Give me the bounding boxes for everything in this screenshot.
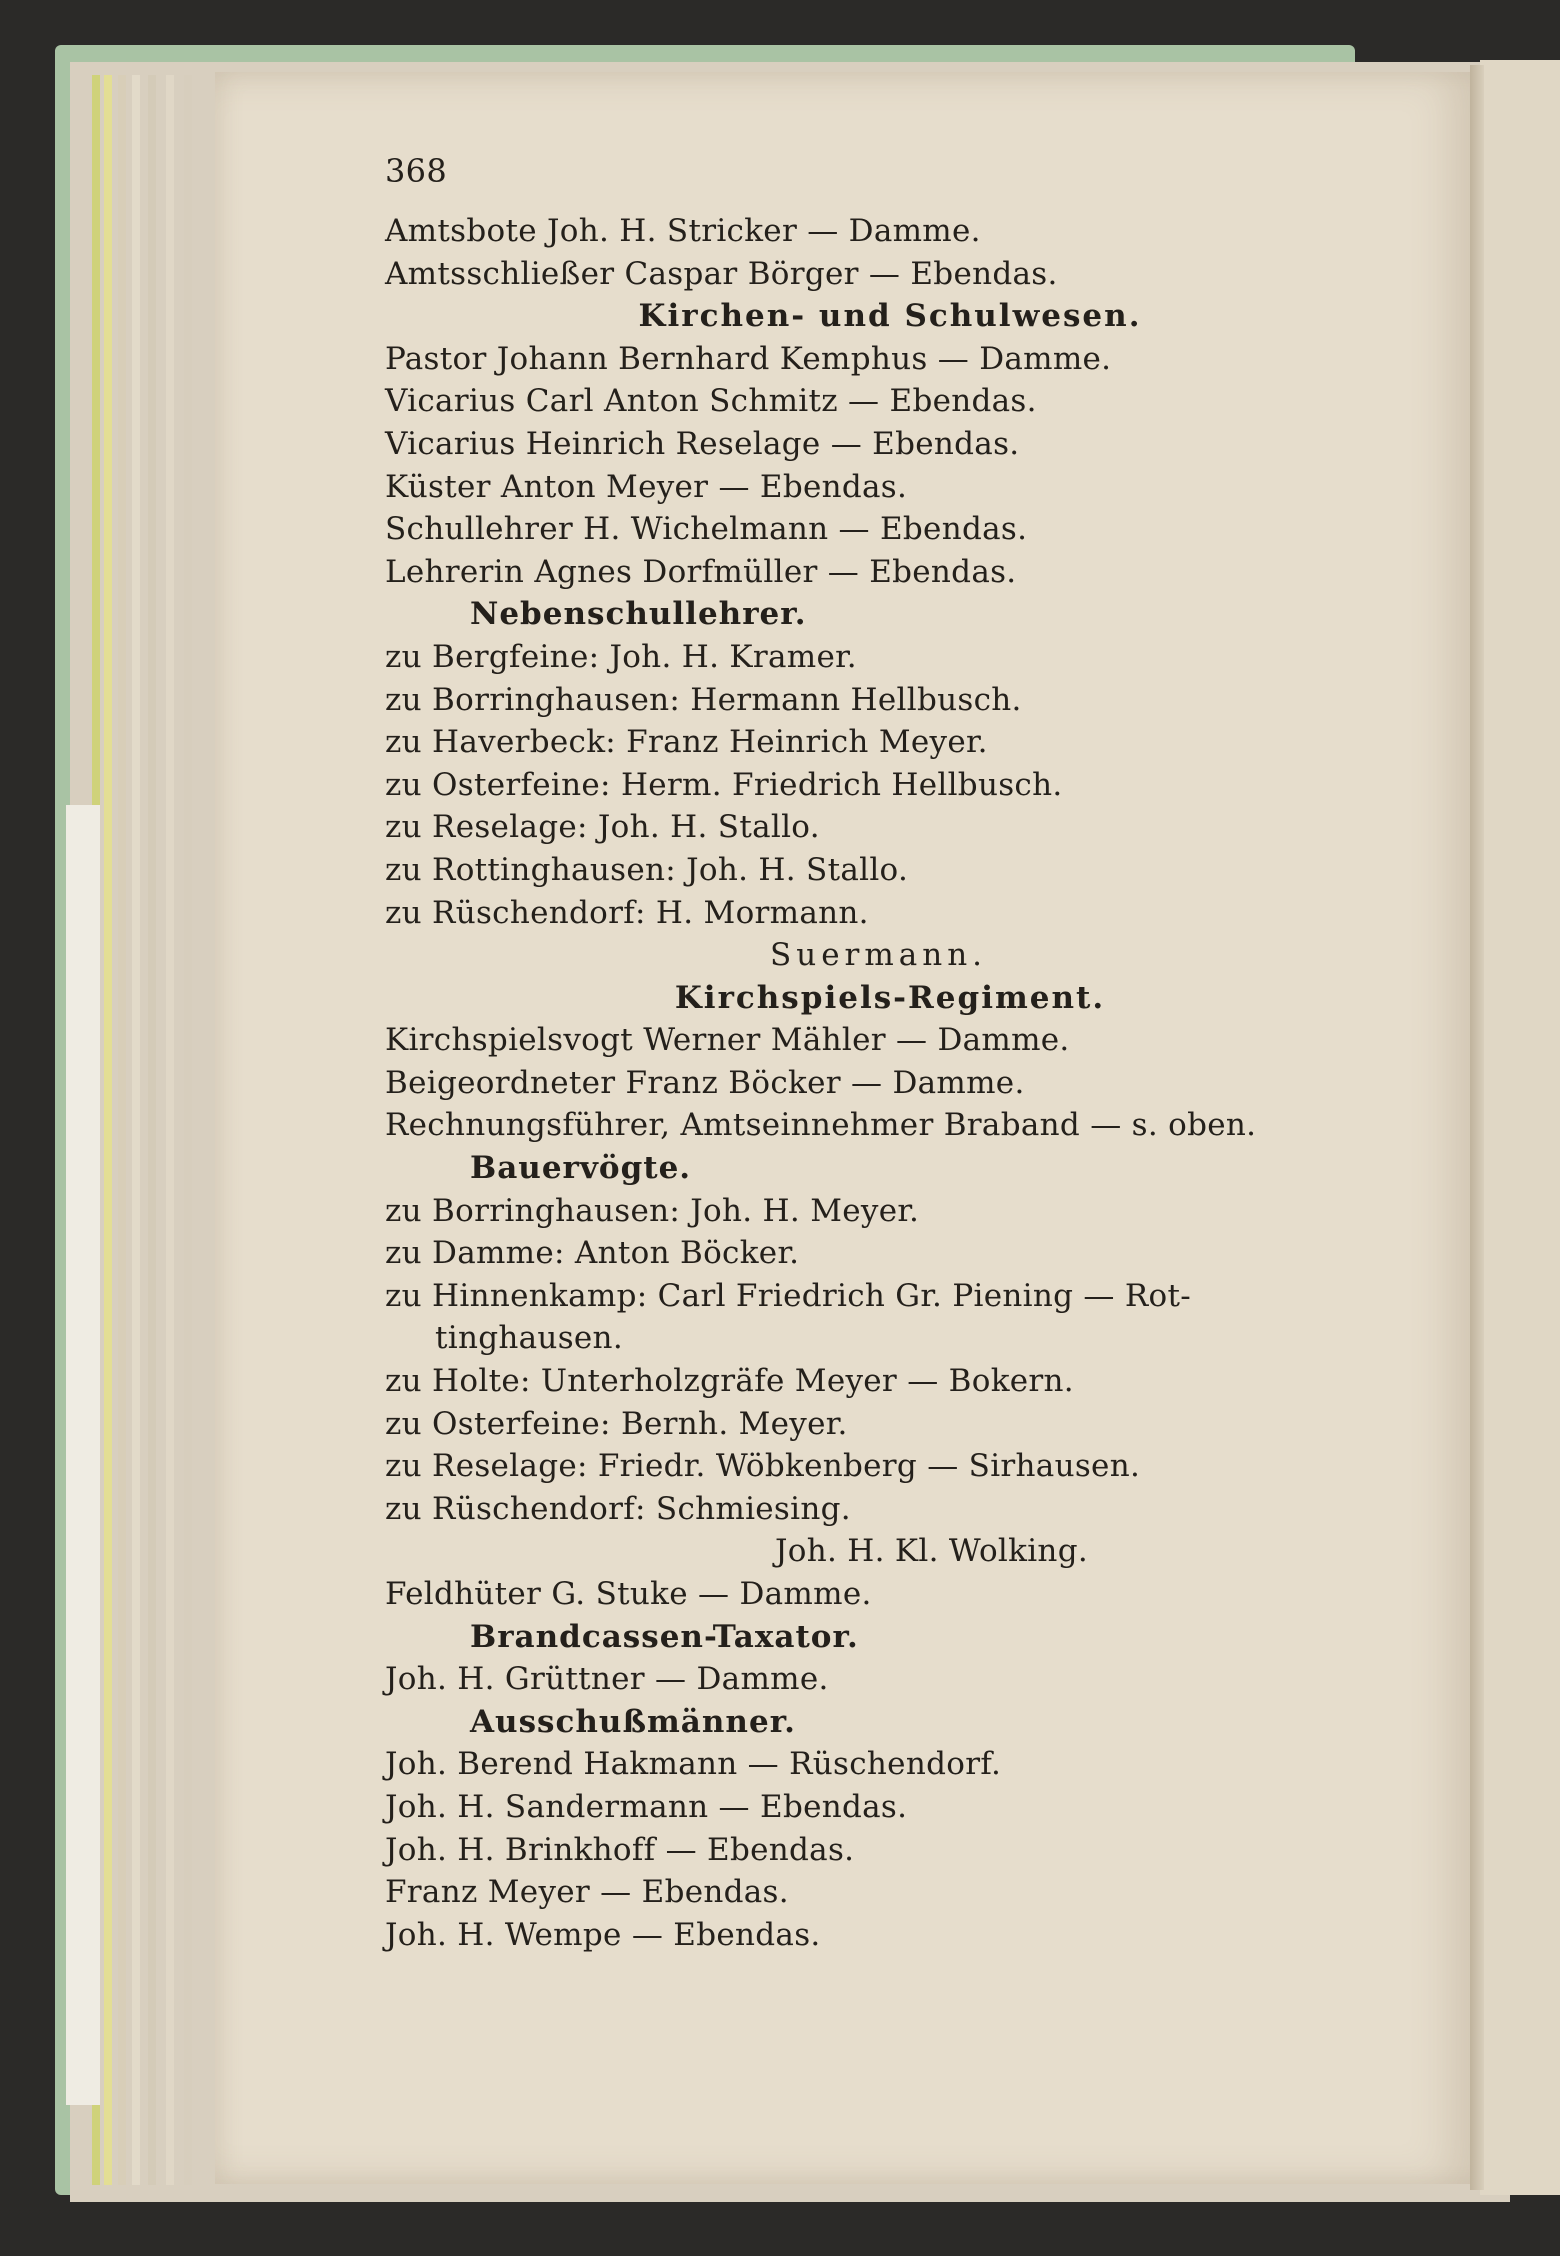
text-line: Pastor Johann Bernhard Kemphus — Damme. [385, 340, 1112, 377]
text-line: Suermann. [770, 937, 988, 974]
page-edge [184, 75, 192, 2185]
text-line: Beigeordneter Franz Böcker — Damme. [385, 1064, 1025, 1101]
text-line: zu Rüschendorf: Schmiesing. [385, 1490, 851, 1527]
text-line: Amtsschließer Caspar Börger — Ebendas. [385, 255, 1058, 292]
subsection-heading: Nebenschullehrer. [470, 596, 807, 633]
text-line: Joh. H. Brinkhoff — Ebendas. [385, 1831, 855, 1868]
text-line: Küster Anton Meyer — Ebendas. [385, 468, 908, 505]
paper-strip [66, 805, 100, 2105]
page-content [385, 150, 1395, 1956]
text-line: zu Haverbeck: Franz Heinrich Meyer. [385, 724, 988, 761]
text-line: Rechnungsführer, Amtseinnehmer Braband — s. oben. [385, 1107, 1257, 1144]
text-line: Amtsbote Joh. H. Stricker — Damme. [385, 213, 981, 249]
text-line: Joh. H. Sandermann — Ebendas. [385, 1788, 908, 1825]
text-line: Vicarius Carl Anton Schmitz — Ebendas. [385, 383, 1037, 420]
text-line: zu Rüschendorf: H. Mormann. [385, 894, 869, 931]
text-line: tinghausen. [435, 1320, 623, 1357]
subsection-heading: Bauervögte. [470, 1150, 692, 1187]
text-line: Franz Meyer — Ebendas. [385, 1874, 789, 1911]
text-line: Joh. Berend Hakmann — Rüschendorf. [385, 1746, 1002, 1783]
page-edge [118, 75, 126, 2185]
text-line: Joh. H. Grüttner — Damme. [385, 1661, 829, 1698]
text-line: zu Reselage: Joh. H. Stallo. [385, 809, 820, 846]
subsection-heading: Brandcassen-Taxator. [470, 1618, 859, 1655]
text-line: Feldhüter G. Stuke — Damme. [385, 1576, 872, 1612]
text-line: zu Osterfeine: Herm. Friedrich Hellbusch. [385, 766, 1063, 803]
text-line: zu Hinnenkamp: Carl Friedrich Gr. Piening — Rot- [385, 1277, 1192, 1314]
page-edge [166, 75, 174, 2185]
page-edge [148, 75, 156, 2185]
book-gutter [1470, 65, 1484, 2190]
page-edge [132, 75, 140, 2185]
section-heading: Kirchspiels-Regiment. [674, 979, 1106, 1016]
text-line: zu Damme: Anton Böcker. [385, 1235, 800, 1272]
text-lines [385, 210, 1395, 1956]
text-line: Schullehrer H. Wichelmann — Ebendas. [385, 511, 1028, 548]
text-line: zu Osterfeine: Bernh. Meyer. [385, 1405, 848, 1442]
text-line: Lehrerin Agnes Dorfmüller — Ebendas. [385, 553, 1017, 590]
text-line: zu Bergfeine: Joh. H. Kramer. [385, 638, 857, 675]
text-line: Joh. H. Wempe — Ebendas. [385, 1916, 821, 1953]
text-line: Kirchspielsvogt Werner Mähler — Damme. [385, 1022, 1070, 1059]
text-line: Vicarius Heinrich Reselage — Ebendas. [385, 425, 1020, 462]
page-edge [104, 75, 112, 2185]
text-line: zu Borringhausen: Joh. H. Meyer. [385, 1192, 920, 1229]
text-line: Joh. H. Kl. Wolking. [775, 1533, 1088, 1570]
text-line: zu Reselage: Friedr. Wöbkenberg — Sirhausen. [385, 1448, 1141, 1485]
text-line: zu Holte: Unterholzgräfe Meyer — Bokern. [385, 1363, 1074, 1400]
facing-page [1480, 60, 1560, 2195]
subsection-heading: Ausschußmänner. [470, 1703, 796, 1740]
text-line: zu Rottinghausen: Joh. H. Stallo. [385, 851, 909, 888]
page-number: 368 [385, 152, 447, 190]
text-line: zu Borringhausen: Hermann Hellbusch. [385, 681, 1022, 718]
section-heading: Kirchen- und Schulwesen. [638, 298, 1142, 335]
